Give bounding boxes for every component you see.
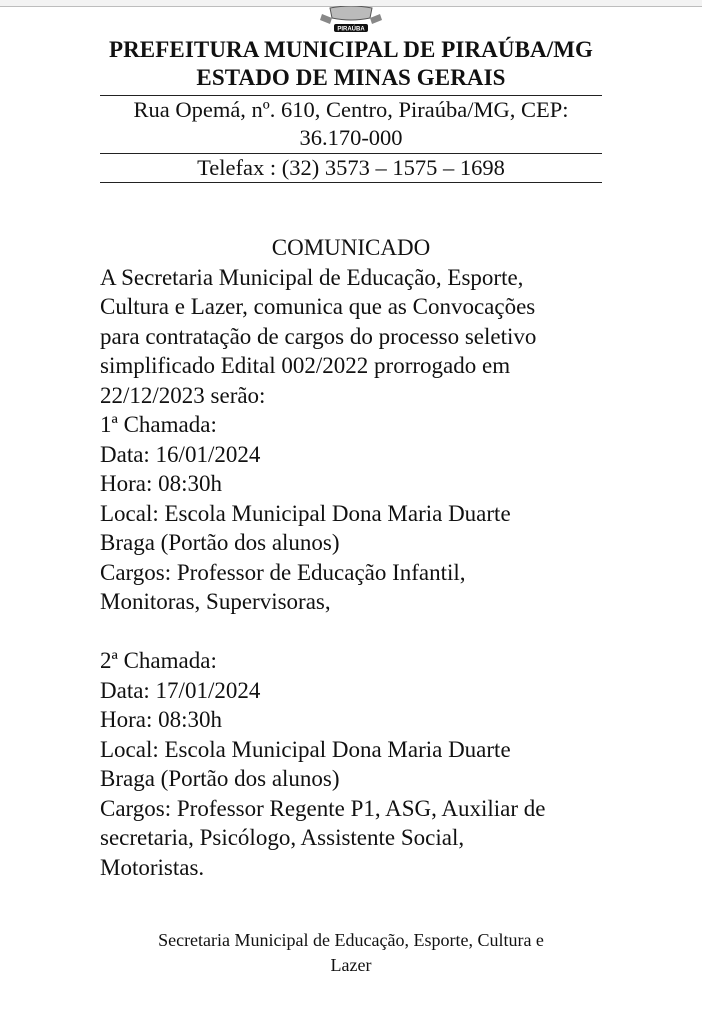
intro-line: Cultura e Lazer, comunica que as Convocações bbox=[100, 294, 536, 319]
notice-title: COMUNICADO bbox=[271, 235, 431, 260]
municipality-title: PREFEITURA MUNICIPAL DE PIRAÚBA/MG bbox=[108, 37, 594, 62]
intro-line: para contratação de cargos do processo seletivo bbox=[100, 323, 537, 349]
footer-line: Lazer bbox=[330, 955, 372, 975]
call-1-time: Hora: 08:30h bbox=[100, 471, 223, 496]
call-2-time: Hora: 08:30h bbox=[100, 707, 223, 732]
call-1-location: Braga (Portão dos alunos) bbox=[100, 530, 340, 555]
notice-body bbox=[100, 233, 602, 882]
call-1-date: Data: 16/01/2024 bbox=[100, 441, 261, 467]
spacer bbox=[100, 617, 602, 647]
call-2-date: Data: 17/01/2024 bbox=[100, 677, 261, 703]
state-title: ESTADO DE MINAS GERAIS bbox=[196, 65, 506, 90]
call-1-location: Local: Escola Municipal Dona Maria Duarte bbox=[100, 500, 511, 526]
svg-text:PIRAÚBA: PIRAÚBA bbox=[337, 26, 365, 33]
footer-line: Secretaria Municipal de Educação, Esporte, Cultura e bbox=[158, 930, 544, 950]
crest-icon bbox=[316, 6, 386, 34]
call-2-heading: 2ª Chamada: bbox=[100, 648, 217, 673]
call-2-location: Braga (Portão dos alunos) bbox=[100, 766, 340, 791]
intro-line: A Secretaria Municipal de Educação, Esporte, bbox=[100, 264, 524, 290]
divider bbox=[100, 182, 602, 183]
call-2-positions: Cargos: Professor Regente P1, ASG, Auxiliar de bbox=[100, 795, 546, 821]
signature-footer bbox=[100, 928, 602, 978]
address-line-2: 36.170-000 bbox=[299, 125, 403, 150]
call-1-heading: 1ª Chamada: bbox=[100, 412, 217, 437]
intro-line: 22/12/2023 serão: bbox=[100, 382, 266, 408]
address-line-1: Rua Opemá, nº. 610, Centro, Piraúba/MG, CEP: bbox=[133, 97, 569, 122]
call-2-location: Local: Escola Municipal Dona Maria Duarte bbox=[100, 736, 511, 762]
call-2-positions: Motoristas. bbox=[100, 854, 205, 880]
call-1-positions: Cargos: Professor de Educação Infantil, bbox=[100, 559, 466, 585]
intro-line: simplificado Edital 002/2022 prorrogado em bbox=[100, 353, 511, 378]
telefax: Telefax : (32) 3573 – 1575 – 1698 bbox=[197, 155, 505, 180]
municipal-crest-logo bbox=[316, 6, 386, 34]
letterhead bbox=[100, 36, 602, 183]
call-1-positions: Monitoras, Supervisoras, bbox=[100, 589, 331, 614]
call-2-positions: secretaria, Psicólogo, Assistente Social, bbox=[100, 825, 465, 850]
